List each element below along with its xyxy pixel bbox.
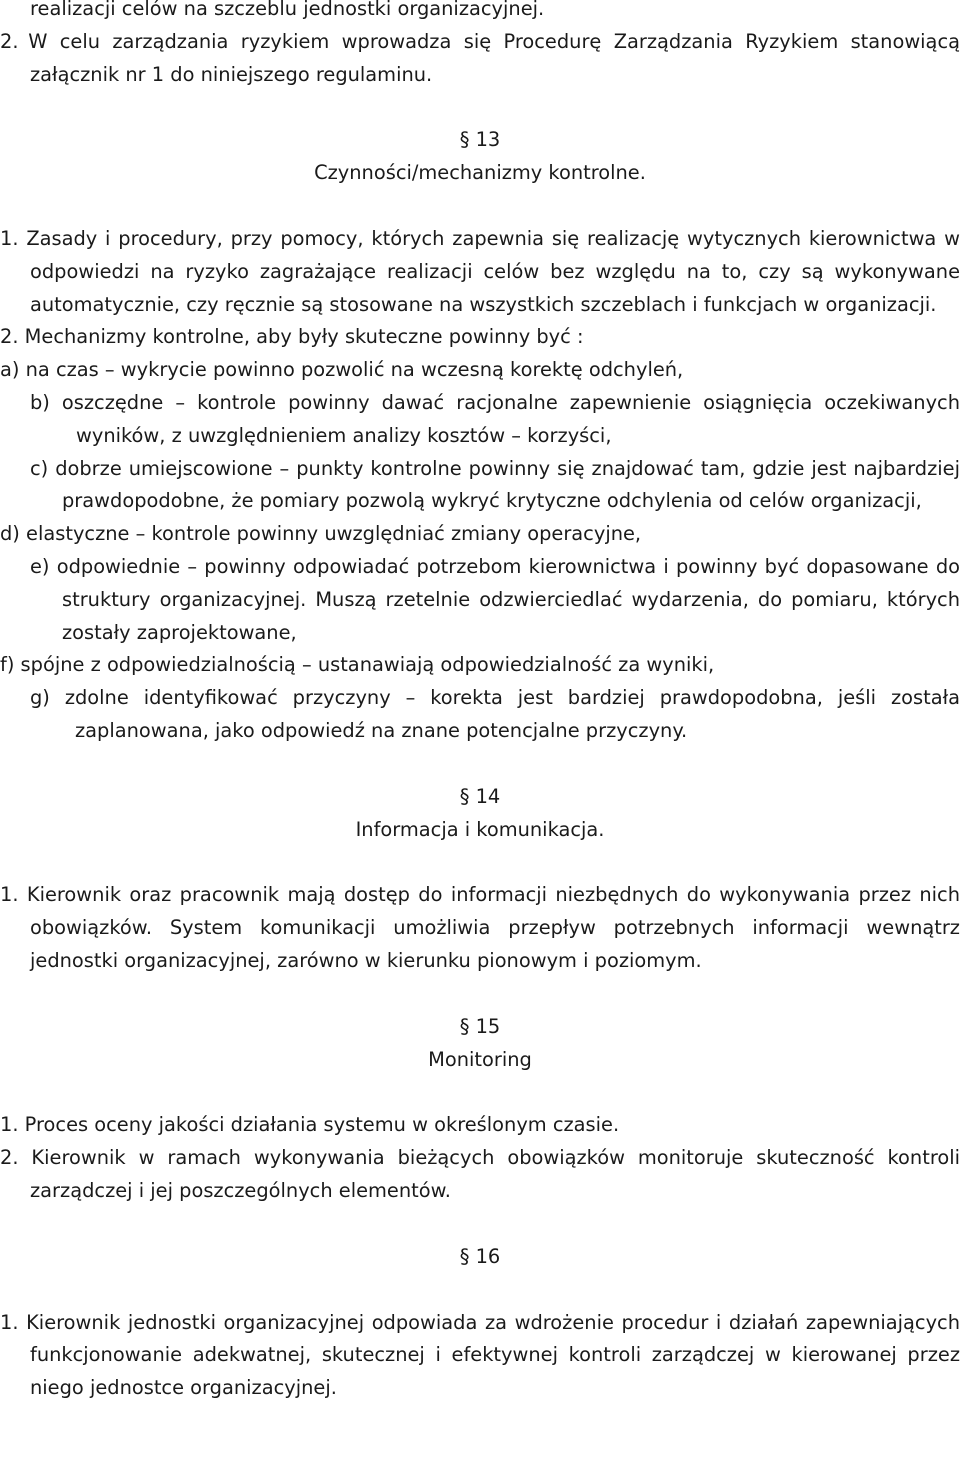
list-item-f: f) spójne z odpowiedzialnością – ustanawiają odpowiedzialność za wyniki,	[0, 653, 715, 677]
paragraph-item-2: 2. Kierownik w ramach wykonywania bieżących obowiązków monitoruje skuteczność kontroli zarządczej i jej poszczególnych elementów.	[0, 1146, 960, 1202]
section-title: Czynności/mechanizmy kontrolne.	[314, 161, 646, 185]
section-number: § 16	[459, 1244, 501, 1268]
list-item-g: g) zdolne identyfikować przyczyny – korekta jest bardziej prawdopodobna, jeśli została zaplanowana, jako odpowiedź na znane potencjalne przyczyny.	[30, 686, 960, 742]
list-item-e: e) odpowiednie – powinny odpowiadać potrzebom kierownictwa i powinny być dopasowane do struktury organizacyjnej. Muszą rzetelnie odzwierciedlać wydarzenia, do pomiaru, których zostały zaprojektowane,	[30, 554, 960, 644]
list-item-b: b) oszczędne – kontrole powinny dawać racjonalne zapewnienie osiągnięcia oczekiwanych wyników, z uwzględnieniem analizy kosztów – korzyści,	[30, 390, 960, 447]
list-item-c: c) dobrze umiejscowione – punkty kontrolne powinny się znajdować tam, gdzie jest najbardziej prawdopodobne, że pomiary pozwolą wykryć krytyczne odchylenia od celów organizacji,	[30, 456, 960, 513]
section-number: § 13	[459, 128, 501, 152]
paragraph-item-1: 1. Proces oceny jakości działania systemu w określonym czasie.	[0, 1113, 620, 1137]
section-14	[0, 781, 960, 978]
paragraph-continuation: realizacji celów na szczeblu jednostki organizacyjnej.	[30, 0, 545, 20]
paragraph-item-2: 2. Mechanizmy kontrolne, aby były skuteczne powinny być :	[0, 325, 584, 349]
section-title: Informacja i komunikacja.	[355, 817, 605, 841]
section-number: § 14	[459, 784, 501, 808]
paragraph-item-2: 2. W celu zarządzania ryzykiem wprowadza się Procedurę Zarządzania Ryzykiem stanowiącą załącznik nr 1 do niniejszego regulaminu.	[0, 29, 960, 86]
list-item-a: a) na czas – wykrycie powinno pozwolić na wczesną korektę odchyleń,	[0, 358, 684, 382]
paragraph-item-1: 1. Zasady i procedury, przy pomocy, których zapewnia się realizację wytycznych kierownictwa w odpowiedzi na ryzyko zagrażające realizacji celów bez względu na to, czy są wykonywane automatycznie, czy ręcznie są stosowane na wszystkich szczeblach i funkcjach w organizacji.	[0, 226, 960, 316]
section-number: § 15	[459, 1014, 501, 1038]
paragraph-item-1: 1. Kierownik oraz pracownik mają dostęp do informacji niezbędnych do wykonywania przez nich obowiązków. System komunikacji umożliwia przepływ potrzebnych informacji wewnątrz jednostki organizacyjnej, zarówno w kierunku pionowym i poziomym.	[0, 883, 960, 972]
section-16	[0, 1241, 960, 1405]
paragraph-item-1: 1. Kierownik jednostki organizacyjnej odpowiada za wdrożenie procedur i działań zapewniających funkcjonowanie adekwatnej, skutecznej i efektywnej kontroli zarządczej w kierowanej przez niego jednostce organizacyjnej.	[0, 1310, 960, 1400]
section-13	[0, 124, 960, 747]
section-title: Monitoring	[428, 1047, 532, 1071]
list-item-d: d) elastyczne – kontrole powinny uwzględniać zmiany operacyjne,	[0, 522, 642, 546]
section-15	[0, 1011, 960, 1208]
